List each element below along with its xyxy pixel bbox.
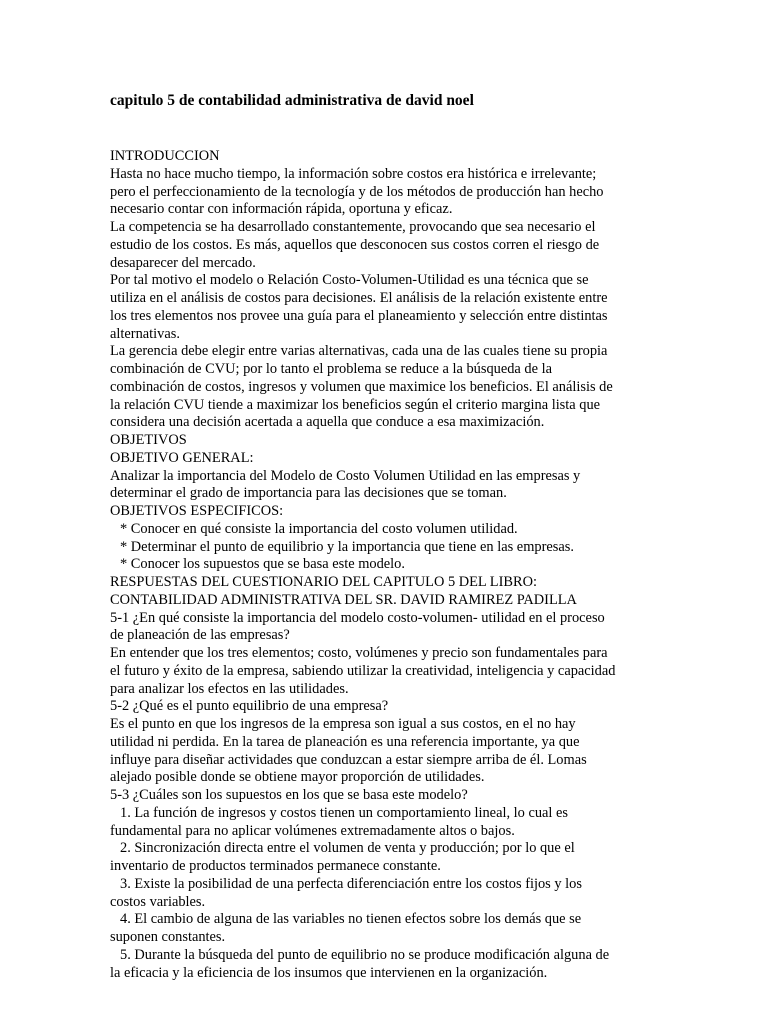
text-line: inventario de productos terminados permanece constante. [110,858,441,874]
text-line: de planeación de las empresas? [110,627,290,644]
text-line: INTRODUCCION [110,148,220,164]
document-body [110,148,660,982]
text-line: CONTABILIDAD ADMINISTRATIVA DEL SR. DAVID RAMIREZ PADILLA [110,591,577,608]
text-line: alejado posible donde se obtiene mayor proporción de utilidades. [110,769,485,786]
text-line: utiliza en el análisis de costos para decisiones. El análisis de la relación existente entre [110,290,608,306]
text-line: 5-2 ¿Qué es el punto equilibrio de una empresa? [110,698,389,715]
text-line: necesario contar con información rápida, oportuna y eficaz. [110,201,453,218]
text-line: La competencia se ha desarrollado constantemente, provocando que sea necesario el [110,219,596,235]
text-line: OBJETIVO GENERAL: [110,449,254,466]
text-line: OBJETIVOS [110,432,187,448]
text-line: * Determinar el punto de equilibrio y la importancia que tiene en las empresas. [120,538,574,555]
text-line: estudio de los costos. Es más, aquellos que desconocen sus costos corren el riesgo de [110,236,600,253]
text-line: influye para diseñar actividades que conduzcan a estar siempre arriba de él. Lomas [110,751,587,768]
text-line: 3. Existe la posibilidad de una perfecta diferenciación entre los costos fijos y los [120,875,582,892]
text-line: determinar el grado de importancia para las decisiones que se toman. [110,485,507,502]
document-title: capitulo 5 de contabilidad administrativa de david noel [110,92,474,109]
text-line: para analizar los efectos en las utilidades. [110,680,349,697]
text-line: considera una decisión acertada a aquella que conduce a esa maximización. [110,414,545,431]
text-line: 5-3 ¿Cuáles son los supuestos en los que se basa este modelo? [110,787,468,803]
text-line: el futuro y éxito de la empresa, sabiendo utilizar la creatividad, inteligencia y capacidad [110,662,616,679]
text-line: los tres elementos nos provee una guía para el planeamiento y selección entre distintas [110,307,608,324]
text-line: desaparecer del mercado. [110,254,256,271]
text-line: fundamental para no aplicar volúmenes extremadamente altos o bajos. [110,822,515,839]
text-line: suponen constantes. [110,929,226,945]
text-line: La gerencia debe elegir entre varias alternativas, cada una de las cuales tiene su propia [110,343,608,360]
text-line: 5-1 ¿En qué consiste la importancia del modelo costo-volumen- utilidad en el proceso [110,609,605,626]
text-line: pero el perfeccionamiento de la tecnología y de los métodos de producción han hecho [110,183,604,200]
text-line: costos variables. [110,893,206,910]
text-line: Es el punto en que los ingresos de la empresa son igual a sus costos, en el no hay [110,716,576,732]
text-line: 1. La función de ingresos y costos tienen un comportamiento lineal, lo cual es [120,804,568,821]
text-line: utilidad ni perdida. En la tarea de planeación es una referencia importante, ya que [110,733,580,750]
text-line: * Conocer en qué consiste la importancia del costo volumen utilidad. [120,520,518,537]
text-line: la eficacia y la eficiencia de los insumos que intervienen en la organización. [110,964,548,981]
text-line: la relación CVU tiende a maximizar los beneficios según el criterio margina lista que [110,396,601,413]
text-line: Analizar la importancia del Modelo de Costo Volumen Utilidad en las empresas y [110,467,581,484]
text-line: RESPUESTAS DEL CUESTIONARIO DEL CAPITULO 5 DEL LIBRO: [110,574,537,590]
text-line: alternativas. [110,325,180,342]
text-line: OBJETIVOS ESPECIFICOS: [110,503,284,519]
text-line: Por tal motivo el modelo o Relación Costo-Volumen-Utilidad es una técnica que se [110,272,589,289]
text-line: 5. Durante la búsqueda del punto de equilibrio no se produce modificación alguna de [120,946,610,963]
text-line: En entender que los tres elementos; costo, volúmenes y precio son fundamentales para [110,645,608,661]
text-line: 2. Sincronización directa entre el volumen de venta y producción; por lo que el [120,840,575,857]
text-line: Hasta no hace mucho tiempo, la información sobre costos era histórica e irrelevante; [110,165,597,182]
text-line: * Conocer los supuestos que se basa este modelo. [120,556,405,573]
text-line: combinación de CVU; por lo tanto el problema se reduce a la búsqueda de la [110,361,552,377]
text-line: combinación de costos, ingresos y volumen que maximice los beneficios. El análisis de [110,378,613,395]
text-line: 4. El cambio de alguna de las variables no tienen efectos sobre los demás que se [120,911,582,928]
